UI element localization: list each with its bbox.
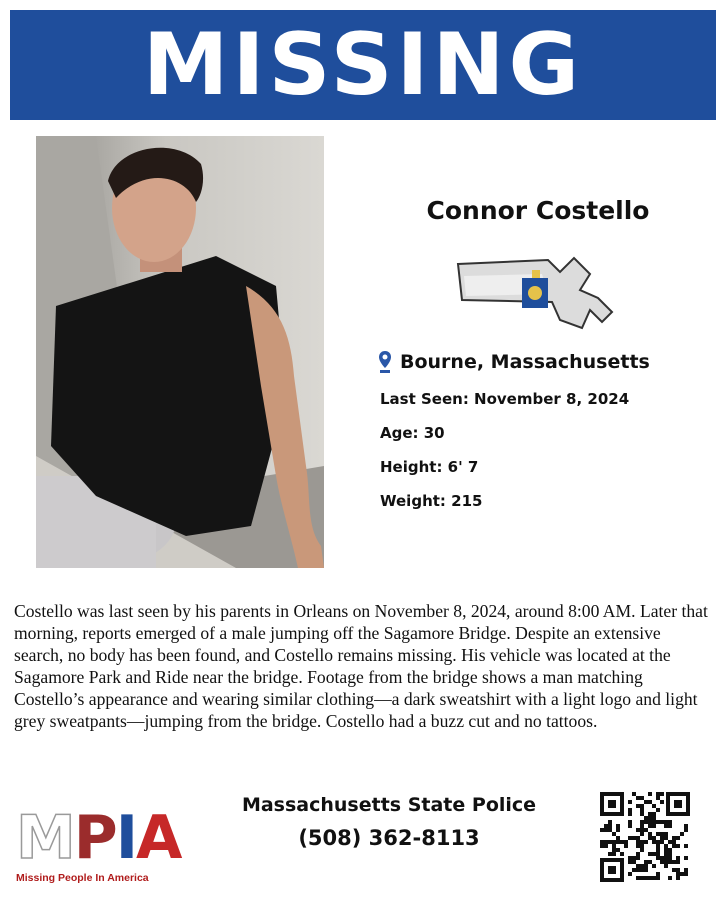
contact-agency: Massachusetts State Police [241, 794, 537, 816]
height: Height: 6' 7 [380, 458, 479, 476]
person-photo [36, 136, 324, 568]
logo-letter-a: A [136, 803, 181, 873]
logo-letter-i: I [115, 803, 137, 873]
location-text: Bourne, Massachusetts [400, 351, 650, 373]
contact-block [214, 790, 564, 850]
person-name: Connor Costello [426, 196, 650, 225]
map-pin-icon [378, 350, 392, 374]
mpia-logo [16, 803, 192, 888]
age: Age: 30 [380, 424, 445, 442]
logo-letter-p: P [73, 803, 116, 873]
qr-code-icon[interactable] [598, 790, 692, 884]
banner-title: MISSING [142, 15, 584, 115]
massachusetts-map-icon [452, 250, 618, 350]
logo-letter-m: M [16, 803, 74, 873]
location-line [378, 350, 650, 374]
person-facts [380, 390, 629, 526]
logo-tagline: Missing People In America [16, 872, 149, 884]
last-seen: Last Seen: November 8, 2024 [380, 390, 630, 408]
missing-banner [10, 10, 716, 120]
weight: Weight: 215 [380, 492, 483, 510]
case-description: Costello was last seen by his parents in Orleans on November 8, 2024, around 8:00 AM. Later that morning, reports emerged of a male jumping off the Sagamore Bridge. Despite an extensive search, no body has been found, and Costello remains missing. His vehicle was located at the Sagamore Park and Ride near the bridge. Footage from the bridge shows a man matching Costello’s appearance and wearing similar clothing—a dark sweatshirt with a light logo and light grey sweatpants—jumping from the bridge. Costello had a buzz cut and no tattoos. [14, 601, 708, 731]
contact-phone[interactable]: (508) 362-8113 [298, 826, 480, 850]
